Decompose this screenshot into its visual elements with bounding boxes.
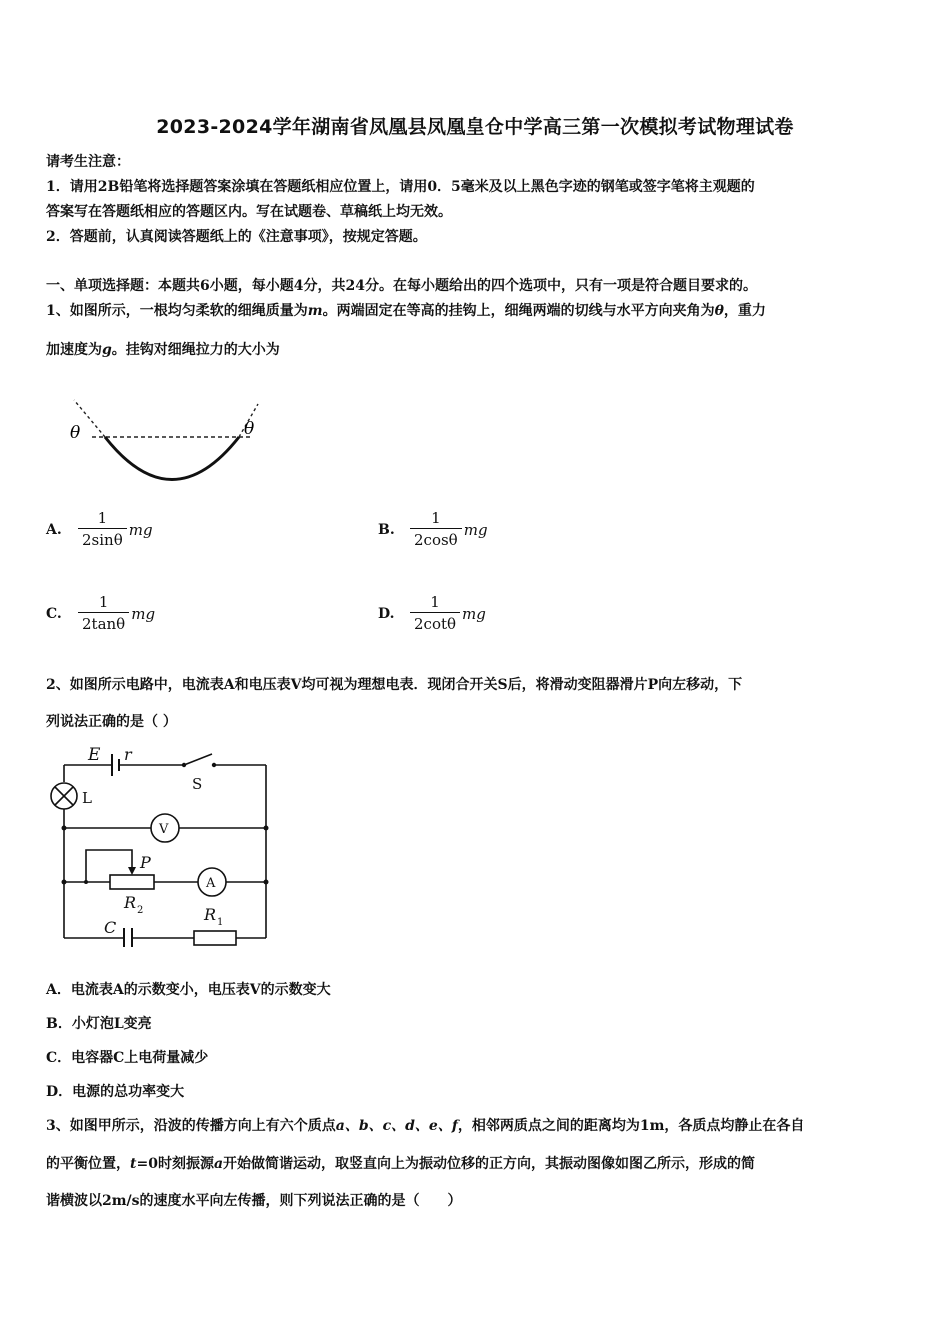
q2-line-1: 2、如图所示电路中，电流表A和电压表V均可视为理想电表．现闭合开关S后，将滑动变阻器滑片P向左移动，下 [46, 677, 743, 693]
notice-line-3: 2．答题前，认真阅读答题纸上的《注意事项》，按规定答题。 [46, 229, 427, 245]
q3-text-e: 开始做简谐运动，取竖直向上为振动位移的正方向，其振动图像如图乙所示，形成的简 [223, 1156, 756, 1172]
q1-text-e: 。挂钩对细绳拉力的大小为 [111, 342, 280, 358]
q1-text-b: 。两端固定在等高的挂钩上，细绳两端的切线与水平方向夹角为 [322, 303, 715, 319]
option-letter: A. [46, 521, 62, 538]
rope-curve [105, 437, 239, 480]
label-r: r [124, 745, 132, 764]
left-theta-label: θ [70, 423, 81, 443]
section-1-heading: 一、单项选择题：本题共6小题，每小题4分，共24分。在每小题给出的四个选项中，只有一项是符合题目要求的。 [46, 278, 757, 294]
q1-var-theta: θ [714, 303, 724, 319]
mg-term: mg [462, 604, 486, 623]
circuit-diagram [44, 742, 274, 947]
q3-text-c: 的平衡位置， [46, 1156, 130, 1172]
fraction [410, 508, 462, 551]
label-V: V [159, 822, 169, 837]
label-S: S [192, 775, 203, 793]
option-letter: C. [46, 605, 62, 622]
q1-var-m: m [307, 303, 323, 319]
label-L: L [82, 789, 92, 807]
q1-line-2 [46, 340, 280, 360]
right-theta-label: θ [244, 419, 255, 439]
q3-var-t: t [130, 1156, 137, 1172]
fraction [78, 592, 129, 635]
denominator: 2cotθ [410, 612, 460, 635]
q2-option-a[interactable]: A．电流表A的示数变小，电压表V的示数变大 [46, 982, 331, 998]
q1-var-g: g [102, 342, 112, 358]
q3-line-1 [46, 1116, 804, 1136]
label-R2-subscript: 2 [137, 905, 144, 916]
notice-line-2: 答案写在答题纸相应的答题区内。写在试题卷、草稿纸上均无效。 [46, 204, 452, 220]
q3-text-b: ，相邻两质点之间的距离均为1m，各质点均静止在各自 [457, 1118, 805, 1134]
page-title: 2023-2024学年湖南省凤凰县凤凰皇仓中学高三第一次模拟考试物理试卷 [156, 116, 794, 138]
fraction [78, 508, 127, 551]
mg-term: mg [131, 604, 156, 623]
q3-line-2 [46, 1154, 755, 1174]
q2-option-b[interactable]: B．小灯泡L变亮 [46, 1016, 152, 1032]
notice-line-1: 1．请用2B铅笔将选择题答案涂填在答题纸相应位置上，请用0．5毫米及以上黑色字迹的钢笔或签字笔将主观题的 [46, 179, 755, 195]
q3-text-a: 3、如图甲所示，沿波的传播方向上有六个质点 [46, 1118, 336, 1134]
q1-option-a[interactable] [46, 508, 153, 551]
numerator: 1 [430, 593, 440, 611]
denominator: 2tanθ [78, 612, 129, 635]
fraction [410, 592, 460, 635]
mg-term: mg [128, 520, 153, 539]
mg-term: mg [463, 520, 488, 539]
q1-text-d: 加速度为 [46, 342, 102, 358]
q1-text-c: ，重力 [723, 303, 766, 319]
label-A: A [206, 876, 216, 891]
q3-text-d: =0时刻振源 [136, 1156, 214, 1172]
rope-figure [62, 392, 272, 487]
q1-line-1 [46, 301, 766, 321]
q3-line-3: 谐横波以2m/s的速度水平向左传播，则下列说法正确的是（ ） [46, 1193, 462, 1209]
label-P: P [140, 853, 151, 872]
denominator: 2sinθ [78, 528, 127, 551]
label-R1: R [204, 905, 217, 924]
q2-line-2: 列说法正确的是（ ） [46, 714, 177, 730]
q2-option-c[interactable]: C．电容器C上电荷量减少 [46, 1050, 209, 1066]
option-letter: D. [378, 605, 395, 622]
label-C: C [104, 918, 117, 937]
numerator: 1 [431, 509, 441, 527]
q1-option-d[interactable] [378, 592, 486, 635]
denominator: 2cosθ [410, 528, 462, 551]
label-R1-subscript: 1 [217, 917, 224, 928]
q3-particles: a、b、c、d、e、f [335, 1118, 458, 1134]
q3-var-a: a [213, 1156, 224, 1172]
q2-option-d[interactable]: D．电源的总功率变大 [46, 1084, 185, 1100]
q1-option-c[interactable] [46, 592, 155, 635]
numerator: 1 [98, 593, 109, 611]
label-E: E [88, 745, 101, 765]
numerator: 1 [97, 509, 108, 527]
q1-text-a: 1、如图所示，一根均匀柔软的细绳质量为 [46, 303, 308, 319]
q1-option-b[interactable] [378, 508, 488, 551]
label-R2: R [124, 893, 137, 912]
option-letter: B. [378, 521, 395, 538]
notice-heading: 请考生注意： [46, 154, 130, 170]
